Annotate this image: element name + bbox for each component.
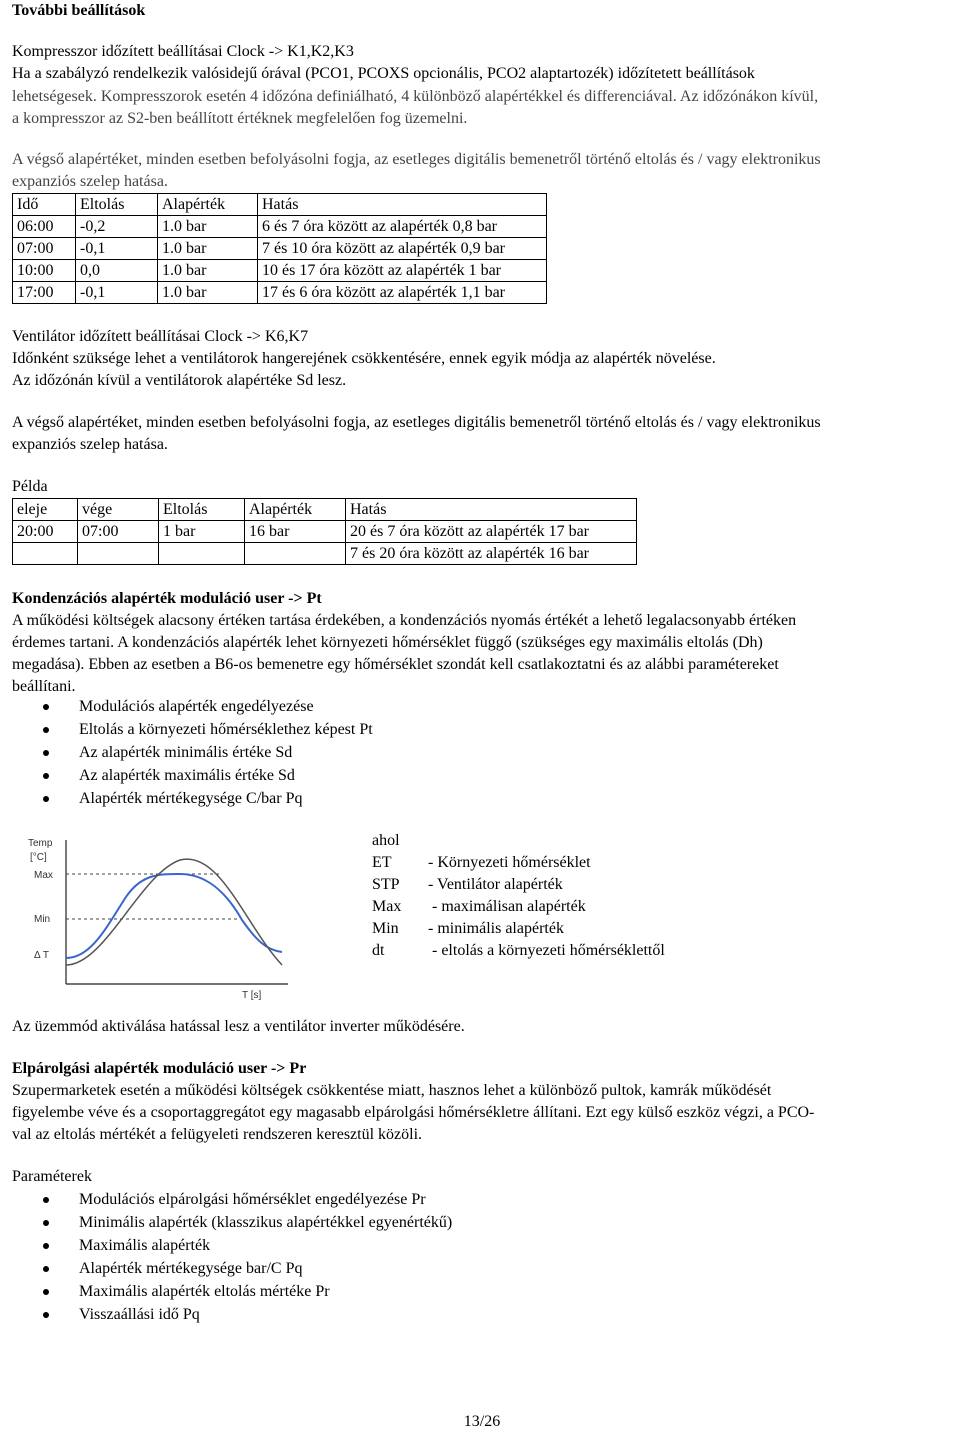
legend-row	[372, 874, 665, 896]
table-row	[13, 260, 547, 282]
legend-key: Max	[372, 898, 402, 915]
table-cell	[159, 543, 245, 565]
table-row	[13, 216, 547, 238]
table-cell: 1.0 bar	[158, 260, 258, 282]
table-cell: 17:00	[13, 282, 76, 304]
table-cell: 7 és 20 óra között az alapérték 16 bar	[346, 543, 637, 565]
condensing-heading: Kondenzációs alapérték moduláció user -> Pt	[12, 590, 322, 607]
legend-desc: - Környezeti hőmérséklet	[428, 854, 591, 871]
legend-desc: - eltolás a környezeti hőmérséklettől	[428, 942, 665, 959]
legend-row	[372, 830, 665, 852]
legend-key: STP	[372, 876, 400, 893]
table-cell	[245, 543, 346, 565]
list-item: Az alapérték maximális értéke Sd	[12, 764, 373, 787]
table-cell: -0,2	[76, 216, 158, 238]
legend-key: ahol	[372, 832, 400, 849]
table-cell: 0,0	[76, 260, 158, 282]
evaporating-bullet-list	[12, 1188, 452, 1326]
compressor-text-line: Ha a szabályzó rendelkezik valósidejű órával (PCO1, PCOXS opcionális, PCO2 alaptartozék) időzítetett beállítások	[12, 65, 755, 82]
condensing-text-line: beállítani.	[12, 678, 76, 695]
table-cell: 10:00	[13, 260, 76, 282]
example-label: Példa	[12, 478, 48, 495]
legend-desc: - maximálisan alapérték	[428, 898, 586, 915]
list-item: Alapérték mértékegysége C/bar Pq	[12, 787, 373, 810]
table-row	[13, 238, 547, 260]
evaporating-text-line: figyelembe véve és a csoportaggregátot egy magasabb elpárolgási hőmérsékletre állítani. Ezt egy külső eszköz végzi, a PCO-	[12, 1104, 815, 1121]
table-cell	[13, 543, 78, 565]
table-row	[13, 282, 547, 304]
legend-row	[372, 918, 665, 940]
table-cell: 7 és 10 óra között az alapérték 0,9 bar	[258, 238, 547, 260]
fan-table	[12, 498, 637, 565]
table-cell: 07:00	[13, 238, 76, 260]
list-item: Eltolás a környezeti hőmérséklethez képest Pt	[12, 718, 373, 741]
graph-y-unit: [°C]	[30, 852, 47, 863]
legend-desc: - minimális alapérték	[428, 920, 564, 937]
bullet-dot-icon	[43, 704, 49, 710]
bullet-dot-icon	[43, 750, 49, 756]
evaporating-heading: Elpárolgási alapérték moduláció user -> Pr	[12, 1060, 307, 1077]
fan-note-line: A végső alapértéket, minden esetben befolyásolni fogja, az esetleges digitális bemenetről történő eltolás és / vagy elektronikus	[12, 414, 821, 431]
legend-row	[372, 940, 665, 962]
compressor-table	[12, 193, 547, 304]
bullet-dot-icon	[43, 727, 49, 733]
condensing-bullet-list	[12, 695, 373, 810]
table-cell: 1.0 bar	[158, 282, 258, 304]
graph-min-label: Min	[34, 914, 51, 925]
table-cell: 20 és 7 óra között az alapérték 17 bar	[346, 521, 637, 543]
table-cell: 06:00	[13, 216, 76, 238]
compressor-text-line: lehetségesek. Kompresszorok esetén 4 időzóna definiálható, 4 különböző alapértékkel és differenciával. Az időzónákon kívül,	[12, 88, 819, 105]
table-cell: 17 és 6 óra között az alapérték 1,1 bar	[258, 282, 547, 304]
bullet-dot-icon	[43, 1312, 49, 1318]
setpoint-modulation-graph	[20, 830, 300, 1000]
compressor-note-line: expanziós szelep hatása.	[12, 173, 168, 190]
table-header-cell: Eltolás	[76, 194, 158, 216]
bullet-dot-icon	[43, 1266, 49, 1272]
table-cell: 20:00	[13, 521, 78, 543]
bullet-dot-icon	[43, 796, 49, 802]
condensing-text-line: megadása). Ebben az esetben a B6-os bemenetre egy hőmérséklet szondát kell csatlakoztatni és az alábbi paramétereket	[12, 656, 779, 673]
list-item: Minimális alapérték (klasszikus alapértékkel egyenértékű)	[12, 1211, 452, 1234]
fan-heading: Ventilátor időzített beállításai Clock -> K6,K7	[12, 328, 309, 345]
table-header-row	[13, 194, 547, 216]
table-header-cell: Idő	[13, 194, 76, 216]
table-cell: 1.0 bar	[158, 216, 258, 238]
list-item: Alapérték mértékegysége bar/C Pq	[12, 1257, 452, 1280]
condensing-after-text: Az üzemmód aktiválása hatással lesz a ventilátor inverter működésére.	[12, 1018, 465, 1035]
table-cell: -0,1	[76, 282, 158, 304]
table-cell: 1 bar	[159, 521, 245, 543]
graph-setpoint-curve	[66, 874, 282, 958]
page-title: További beállítások	[12, 2, 146, 19]
compressor-text-line: a kompresszor az S2-ben beállított értéknek megfelelően fog üzemelni.	[12, 110, 468, 127]
table-header-cell: Eltolás	[159, 499, 245, 521]
table-cell: 10 és 17 óra között az alapérték 1 bar	[258, 260, 547, 282]
list-item: Modulációs alapérték engedélyezése	[12, 695, 373, 718]
condensing-text-line: A működési költségek alacsony értéken tartása érdekében, a kondenzációs nyomás értékét a lehető legalacsonyabb értéken	[12, 612, 797, 629]
list-item: Maximális alapérték	[12, 1234, 452, 1257]
compressor-heading: Kompresszor időzített beállításai Clock -> K1,K2,K3	[12, 43, 354, 60]
legend-key: dt	[372, 942, 385, 959]
legend-desc: - Ventilátor alapérték	[428, 876, 563, 893]
evaporating-text-line: Szupermarketek esetén a működési költségek csökkentése miatt, hasznos lehet a különböző pultok, kamrák működését	[12, 1082, 772, 1099]
table-cell: 16 bar	[245, 521, 346, 543]
table-row	[13, 543, 637, 565]
table-header-cell: Hatás	[346, 499, 637, 521]
list-item: Az alapérték minimális értéke Sd	[12, 741, 373, 764]
table-cell: 1.0 bar	[158, 238, 258, 260]
graph-max-label: Max	[34, 870, 53, 881]
table-cell: 07:00	[78, 521, 159, 543]
table-header-row	[13, 499, 637, 521]
params-label: Paraméterek	[12, 1168, 92, 1185]
graph-legend	[372, 830, 665, 962]
table-header-cell: Hatás	[258, 194, 547, 216]
legend-key: Min	[372, 920, 399, 937]
table-header-cell: eleje	[13, 499, 78, 521]
page-number: 13/26	[463, 1413, 501, 1430]
legend-key: ET	[372, 854, 392, 871]
fan-text-line: Időnként szüksége lehet a ventilátorok hangerejének csökkentésére, ennek egyik módja az alapérték növelése.	[12, 350, 716, 367]
bullet-dot-icon	[43, 773, 49, 779]
compressor-note-line: A végső alapértéket, minden esetben befolyásolni fogja, az esetleges digitális bemenetről történő eltolás és / vagy elektronikus	[12, 151, 821, 168]
bullet-dot-icon	[43, 1197, 49, 1203]
bullet-dot-icon	[43, 1289, 49, 1295]
fan-text-line: Az időzónán kívül a ventilátorok alapértéke Sd lesz.	[12, 372, 347, 389]
fan-note-line: expanziós szelep hatása.	[12, 436, 168, 453]
table-cell	[78, 543, 159, 565]
table-row	[13, 521, 637, 543]
bullet-dot-icon	[43, 1220, 49, 1226]
table-cell: 6 és 7 óra között az alapérték 0,8 bar	[258, 216, 547, 238]
list-item: Maximális alapérték eltolás mértéke Pr	[12, 1280, 452, 1303]
graph-x-label: T [s]	[242, 990, 262, 1000]
graph-dt-label: Δ T	[34, 950, 50, 961]
condensing-text-line: érdemes tartani. A kondenzációs alapérték lehet környezeti hőmérséklet függő (szükséges egy maximális eltolás (Dh)	[12, 634, 763, 651]
graph-y-title: Temp	[28, 838, 53, 849]
list-item: Visszaállási idő Pq	[12, 1303, 452, 1326]
table-header-cell: Alapérték	[158, 194, 258, 216]
table-header-cell: Alapérték	[245, 499, 346, 521]
table-cell: -0,1	[76, 238, 158, 260]
legend-row	[372, 852, 665, 874]
evaporating-text-line: val az eltolás mértékét a felügyeleti rendszeren keresztül közöli.	[12, 1126, 423, 1143]
list-item: Modulációs elpárolgási hőmérséklet engedélyezése Pr	[12, 1188, 452, 1211]
bullet-dot-icon	[43, 1243, 49, 1249]
table-header-cell: vége	[78, 499, 159, 521]
legend-row	[372, 896, 665, 918]
